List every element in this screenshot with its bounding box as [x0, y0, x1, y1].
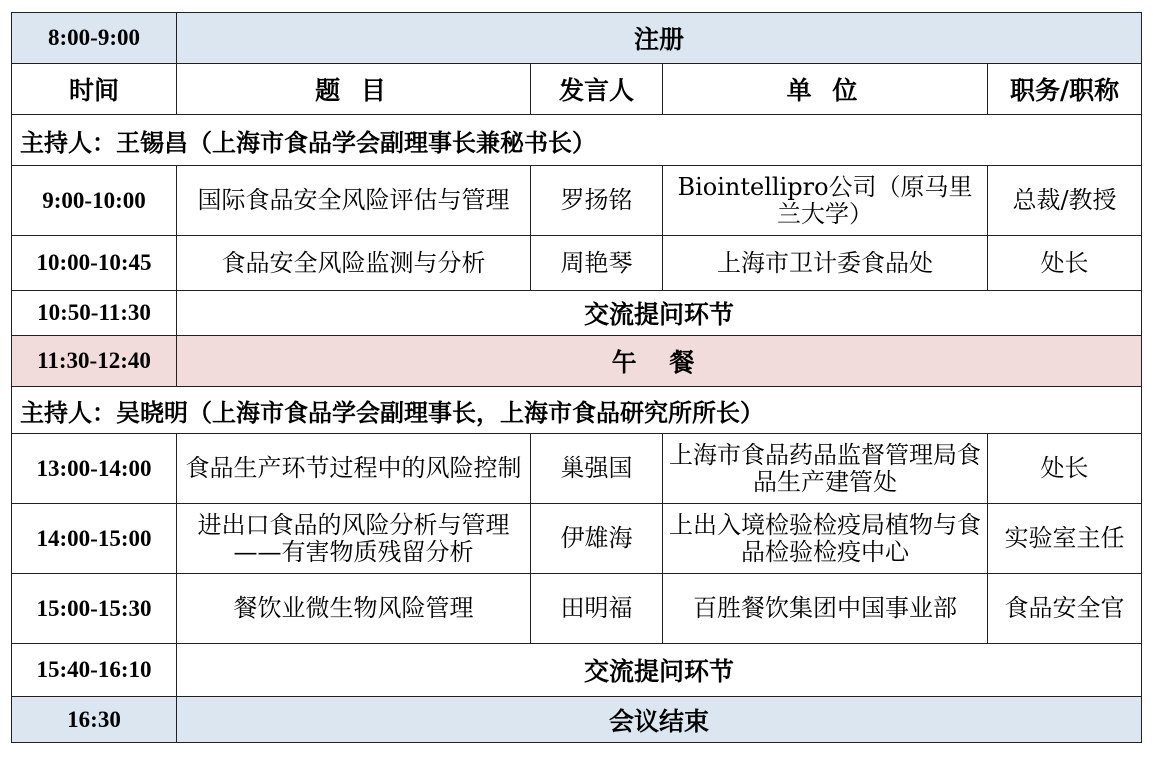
header-speaker: 发言人 — [531, 64, 663, 115]
lunch-time: 11:30-12:40 — [12, 336, 177, 387]
host2-label: 主持人：吴晓明（上海市食品学会副理事长，上海市食品研究所所长） — [12, 387, 1142, 434]
end-label: 会议结束 — [177, 697, 1142, 743]
schedule-table — [11, 12, 1142, 743]
row-org: 百胜餐饮集团中国事业部 — [663, 574, 988, 644]
table-row — [12, 504, 1142, 574]
header-topic: 题 目 — [177, 64, 531, 115]
qa1-label: 交流提问环节 — [177, 291, 1142, 336]
table-row — [12, 574, 1142, 644]
registration-label: 注册 — [177, 13, 1142, 64]
row-speaker: 巢强国 — [531, 434, 663, 504]
row-time: 9:00-10:00 — [12, 166, 177, 236]
qa2-time: 15:40-16:10 — [12, 644, 177, 697]
end-row — [12, 697, 1142, 743]
registration-time: 8:00-9:00 — [12, 13, 177, 64]
row-speaker: 罗扬铭 — [531, 166, 663, 236]
row-time: 10:00-10:45 — [12, 236, 177, 291]
row-speaker: 周艳琴 — [531, 236, 663, 291]
header-row — [12, 64, 1142, 115]
row-title: 食品安全官 — [988, 574, 1142, 644]
row-org: 上海市卫计委食品处 — [663, 236, 988, 291]
row-title: 实验室主任 — [988, 504, 1142, 574]
host2-row — [12, 387, 1142, 434]
row-topic: 进出口食品的风险分析与管理——有害物质残留分析 — [177, 504, 531, 574]
row-org: 上海市食品药品监督管理局食品生产建管处 — [663, 434, 988, 504]
row-title: 处长 — [988, 434, 1142, 504]
row-time: 15:00-15:30 — [12, 574, 177, 644]
row-org: Biointellipro公司（原马里兰大学） — [663, 166, 988, 236]
schedule-container — [11, 12, 1141, 743]
header-time: 时间 — [12, 64, 177, 115]
table-row — [12, 434, 1142, 504]
qa2-label: 交流提问环节 — [177, 644, 1142, 697]
row-topic: 餐饮业微生物风险管理 — [177, 574, 531, 644]
row-topic: 食品安全风险监测与分析 — [177, 236, 531, 291]
row-time: 14:00-15:00 — [12, 504, 177, 574]
header-title: 职务/职称 — [988, 64, 1142, 115]
row-title: 总裁/教授 — [988, 166, 1142, 236]
host1-label: 主持人：王锡昌（上海市食品学会副理事长兼秘书长） — [12, 115, 1142, 166]
table-row — [12, 166, 1142, 236]
row-org: 上出入境检验检疫局植物与食品检验检疫中心 — [663, 504, 988, 574]
row-title: 处长 — [988, 236, 1142, 291]
table-row — [12, 236, 1142, 291]
qa2-row — [12, 644, 1142, 697]
end-time: 16:30 — [12, 697, 177, 743]
lunch-label: 午 餐 — [177, 336, 1142, 387]
host1-row — [12, 115, 1142, 166]
qa1-time: 10:50-11:30 — [12, 291, 177, 336]
header-org: 单 位 — [663, 64, 988, 115]
lunch-row — [12, 336, 1142, 387]
row-speaker: 田明福 — [531, 574, 663, 644]
registration-row — [12, 13, 1142, 64]
row-topic: 国际食品安全风险评估与管理 — [177, 166, 531, 236]
row-topic: 食品生产环节过程中的风险控制 — [177, 434, 531, 504]
qa1-row — [12, 291, 1142, 336]
row-time: 13:00-14:00 — [12, 434, 177, 504]
row-speaker: 伊雄海 — [531, 504, 663, 574]
